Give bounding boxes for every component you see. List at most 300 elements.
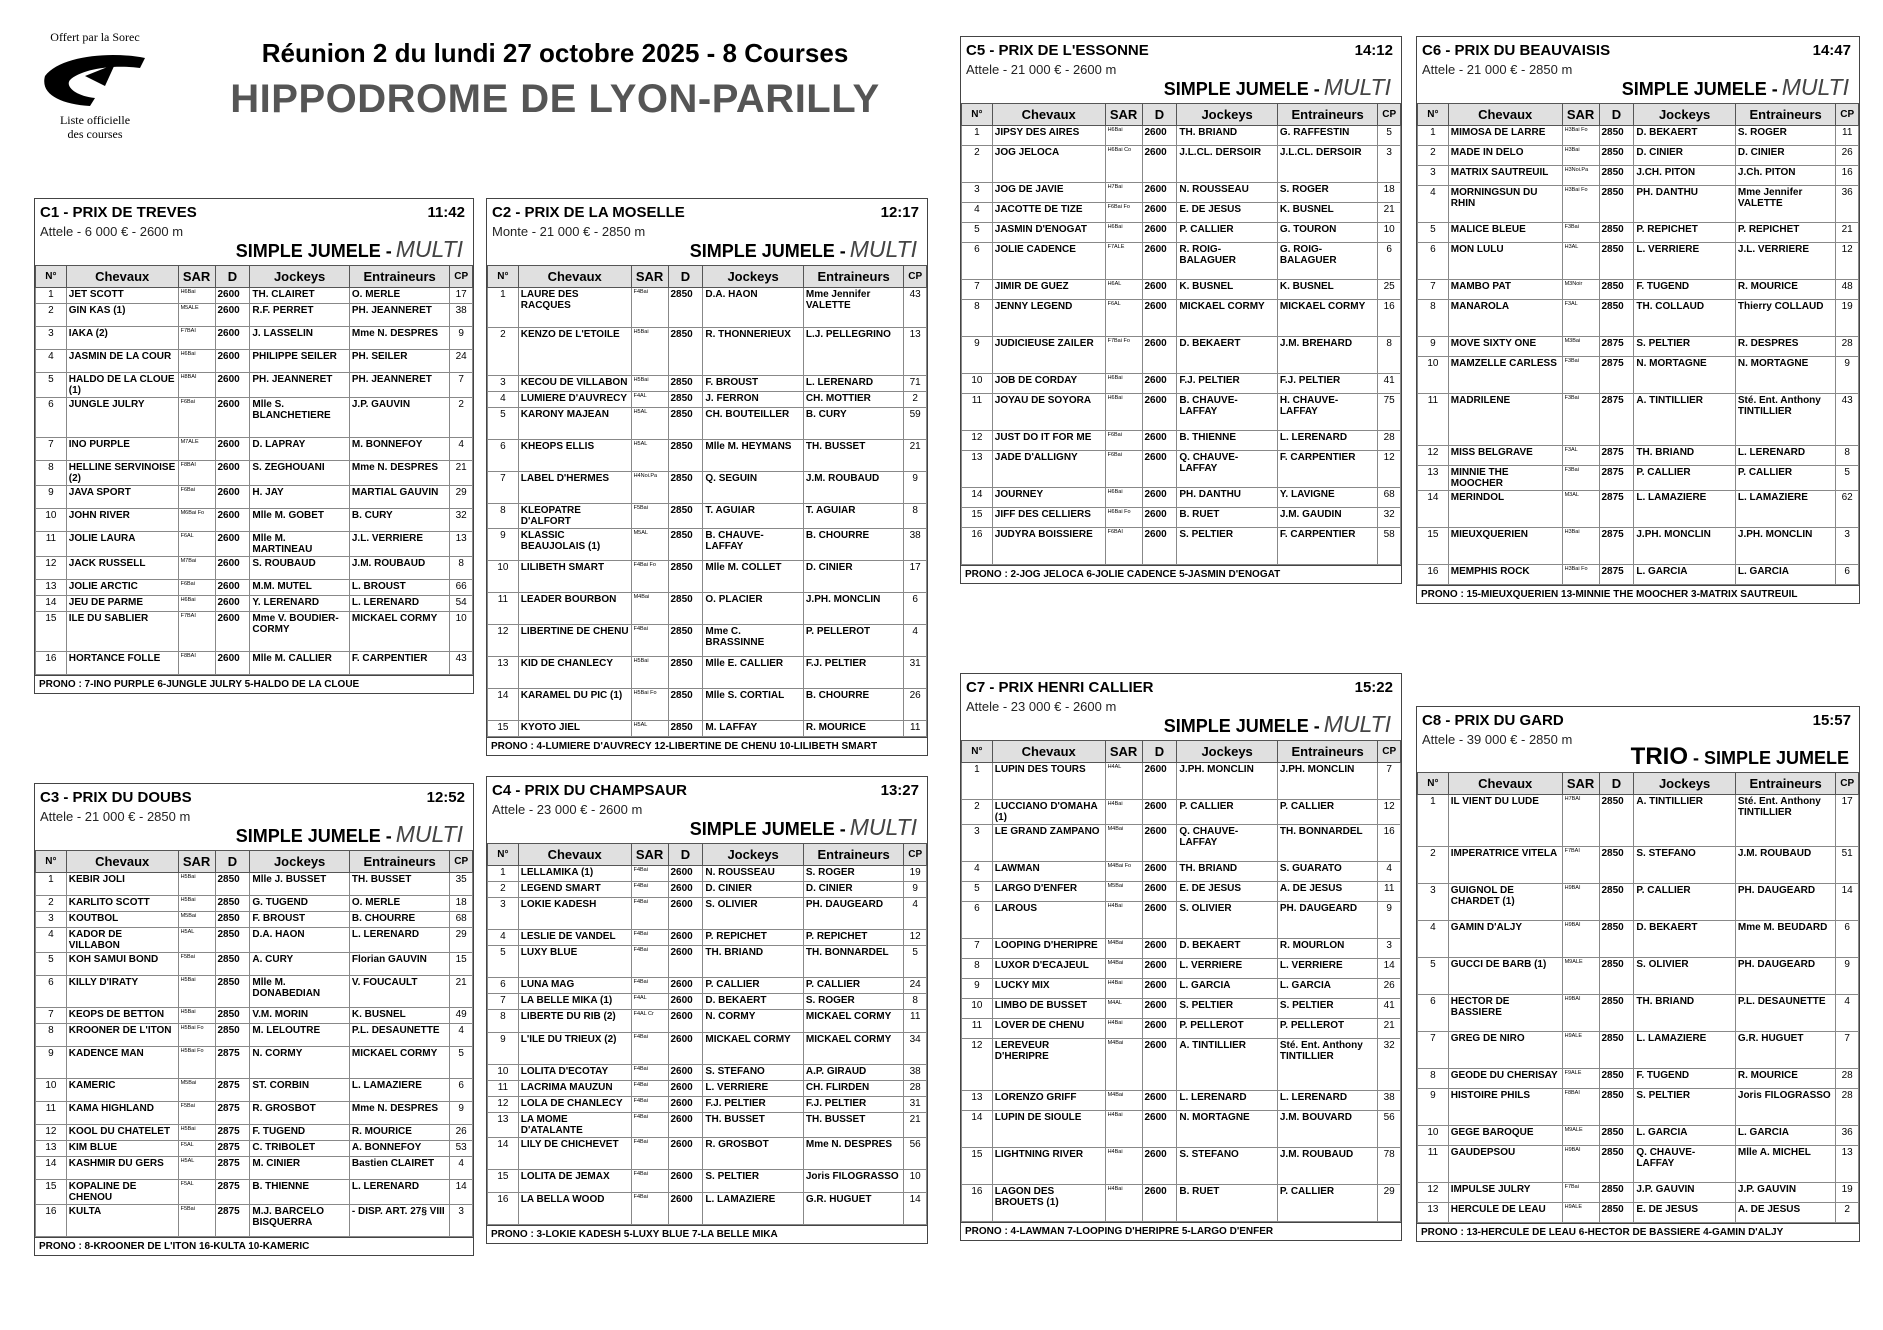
cell-sar: H9BAI <box>1562 995 1599 1032</box>
cell-trainer: - DISP. ART. 27§ VIII <box>349 1205 450 1237</box>
cell-horse: KOOL DU CHATELET <box>66 1125 178 1141</box>
table-row <box>488 376 927 392</box>
cell-horse: GEODE DU CHERISAY <box>1448 1069 1562 1089</box>
cell-dist: 2600 <box>1142 126 1177 146</box>
cell-trainer: J.Ch. PITON <box>1735 166 1836 186</box>
cell-cp: 4 <box>1378 862 1401 882</box>
cell-cp: 7 <box>1836 1032 1859 1069</box>
col-header-num: N° <box>36 266 67 288</box>
col-header-dist: D <box>1599 773 1634 795</box>
cell-jockey: P. REPICHET <box>1634 223 1736 243</box>
bet-simple-jumele: SIMPLE JUMELE - <box>235 826 392 846</box>
cell-horse: KULTA <box>66 1205 178 1237</box>
cell-jockey: D.A. HAON <box>250 928 350 953</box>
race-header <box>35 784 473 806</box>
cell-num: 3 <box>488 376 519 392</box>
cell-dist: 2600 <box>668 1033 703 1065</box>
table-row <box>1418 300 1859 337</box>
cell-trainer: B. CURY <box>803 408 904 440</box>
table-row <box>36 912 473 928</box>
runners-table <box>35 850 473 1237</box>
cell-sar: H5Bai <box>178 873 215 896</box>
cell-sar: F6AL <box>1105 300 1142 337</box>
table-header-row <box>1418 773 1859 795</box>
cell-jockey: S. OLIVIER <box>1634 958 1736 995</box>
cell-cp: 12 <box>1836 243 1859 280</box>
cell-sar: H6Bai <box>1105 374 1142 394</box>
cell-horse: IMPERATRICE VITELA <box>1448 847 1562 884</box>
cell-horse: MINNIE THE MOOCHER <box>1448 466 1562 491</box>
cell-jockey: L. LAMAZIERE <box>1634 1032 1736 1069</box>
cell-sar: F7Bai Fo <box>1105 337 1142 374</box>
cell-horse: KENZO DE L'ETOILE <box>518 328 631 376</box>
cell-horse: KHEOPS ELLIS <box>518 440 631 472</box>
table-row <box>962 902 1401 939</box>
cell-num: 7 <box>962 280 993 300</box>
table-row <box>962 979 1401 999</box>
cell-num: 5 <box>962 882 993 902</box>
cell-dist: 2875 <box>215 1079 250 1102</box>
cell-trainer: L. LERENARD <box>349 596 450 612</box>
cell-cp: 3 <box>1836 528 1859 565</box>
cell-cp: 14 <box>904 1193 927 1225</box>
cell-dist: 2600 <box>1142 1185 1177 1222</box>
cell-sar: F7Bai <box>1562 1183 1599 1203</box>
cell-num: 10 <box>962 999 993 1019</box>
cell-trainer: G.R. HUGUET <box>803 1193 904 1225</box>
cell-jockey: Mme V. BOUDIER-CORMY <box>250 612 350 652</box>
cell-horse: JASMIN DE LA COUR <box>66 350 178 373</box>
cell-trainer: CH. FLIRDEN <box>803 1081 904 1097</box>
page-header <box>195 38 915 122</box>
table-row <box>1418 528 1859 565</box>
cell-dist: 2600 <box>1142 763 1177 800</box>
cell-trainer: M. BONNEFOY <box>349 438 450 461</box>
cell-trainer: L. LERENARD <box>349 928 450 953</box>
cell-sar: H6Bai <box>178 596 215 612</box>
cell-trainer: R. MOURICE <box>803 721 904 737</box>
cell-cp: 21 <box>1378 1019 1401 1039</box>
table-row <box>1418 280 1859 300</box>
col-header-cp: CP <box>450 851 473 873</box>
cell-jockey: Mlle M. GOBET <box>250 509 350 532</box>
cell-cp: 43 <box>1836 394 1859 446</box>
table-row <box>488 408 927 440</box>
cell-cp: 17 <box>450 288 473 304</box>
cell-num: 13 <box>1418 1203 1449 1223</box>
bet-multi: MULTI <box>395 821 463 847</box>
cell-trainer: J.PH. MONCLIN <box>803 593 904 625</box>
cell-cp: 12 <box>904 930 927 946</box>
cell-sar: F6Bai Fo <box>1105 203 1142 223</box>
cell-trainer: L. VERRIERE <box>1277 959 1378 979</box>
table-row <box>962 528 1401 565</box>
col-header-trainer: Entraineurs <box>1277 104 1378 126</box>
cell-cp: 8 <box>904 994 927 1010</box>
cell-sar: H5Bai Fo <box>631 689 668 721</box>
runners-table <box>961 103 1401 565</box>
race-prono: PRONO : 13-HERCULE DE LEAU 6-HECTOR DE BASSIERE 4-GAMIN D'ALJY <box>1417 1223 1859 1241</box>
cell-jockey: Mlle M. MARTINEAU <box>250 532 350 557</box>
cell-trainer: L. LERENARD <box>1735 446 1836 466</box>
cell-trainer: MICKAEL CORMY <box>349 1047 450 1079</box>
cell-horse: LOKIE KADESH <box>518 898 631 930</box>
cell-num: 3 <box>36 912 67 928</box>
cell-sar: M5Bai <box>178 1079 215 1102</box>
cell-dist: 2600 <box>1142 979 1177 999</box>
table-row <box>962 203 1401 223</box>
cell-cp: 9 <box>1836 958 1859 995</box>
cell-num: 16 <box>36 652 67 675</box>
cell-horse: LORENZO GRIFF <box>992 1091 1105 1111</box>
cell-sar: H5Bai <box>631 376 668 392</box>
cell-cp: 4 <box>450 1024 473 1047</box>
cell-cp: 11 <box>904 721 927 737</box>
cell-sar: F3AL <box>1562 300 1599 337</box>
cell-num: 8 <box>962 300 993 337</box>
col-header-dist: D <box>215 266 250 288</box>
cell-cp: 21 <box>450 976 473 1008</box>
cell-horse: LILIBETH SMART <box>518 561 631 593</box>
cell-num: 13 <box>36 1141 67 1157</box>
cell-num: 15 <box>36 1180 67 1205</box>
cell-trainer: Mme N. DESPRES <box>349 461 450 486</box>
cell-cp: 75 <box>1378 394 1401 431</box>
cell-jockey: L. GARCIA <box>1634 565 1736 585</box>
col-header-trainer: Entraineurs <box>349 266 450 288</box>
cell-cp: 36 <box>1836 1126 1859 1146</box>
cell-horse: MON LULU <box>1448 243 1562 280</box>
table-row <box>488 529 927 561</box>
table-row <box>488 392 927 408</box>
cell-jockey: J.PH. MONCLIN <box>1177 763 1278 800</box>
cell-sar: H6Bai <box>1105 394 1142 431</box>
cell-cp: 21 <box>1378 203 1401 223</box>
cell-dist: 2875 <box>1599 394 1634 446</box>
cell-cp: 66 <box>450 580 473 596</box>
cell-jockey: TH. BRIAND <box>1177 126 1278 146</box>
bet-simple-jumele: SIMPLE JUMELE - <box>689 819 846 839</box>
col-header-jockey: Jockeys <box>1634 104 1736 126</box>
cell-jockey: L. LERENARD <box>1177 1091 1278 1111</box>
cell-cp: 62 <box>1836 491 1859 528</box>
cell-dist: 2850 <box>1599 1069 1634 1089</box>
table-row <box>36 486 473 509</box>
cell-num: 14 <box>36 596 67 612</box>
cell-horse: LELLAMIKA (1) <box>518 866 631 882</box>
cell-jockey: S. OLIVIER <box>703 898 804 930</box>
cell-cp: 5 <box>1378 126 1401 146</box>
cell-num: 4 <box>1418 186 1449 223</box>
cell-jockey: TH. BRIAND <box>1634 446 1736 466</box>
runners-table <box>487 843 927 1225</box>
cell-jockey: D. BEKAERT <box>703 994 804 1010</box>
racecourse-name: HIPPODROME DE LYON-PARILLY <box>230 77 880 121</box>
cell-trainer: Joris FILOGRASSO <box>803 1170 904 1193</box>
table-row <box>36 596 473 612</box>
cell-dist: 2600 <box>1142 1111 1177 1148</box>
cell-horse: MAMBO PAT <box>1448 280 1562 300</box>
cell-trainer: G. TOURON <box>1277 223 1378 243</box>
cell-trainer: J.L.CL. DERSOIR <box>1277 146 1378 183</box>
col-header-trainer: Entraineurs <box>803 266 904 288</box>
cell-cp: 28 <box>1836 1089 1859 1126</box>
cell-trainer: Sté. Ent. Anthony TINTILLIER <box>1277 1039 1378 1091</box>
cell-cp: 10 <box>904 1170 927 1193</box>
cell-trainer: L. LERENARD <box>803 376 904 392</box>
cell-dist: 2850 <box>1599 300 1634 337</box>
cell-horse: KEOPS DE BETTON <box>66 1008 178 1024</box>
cell-sar: F4Bai <box>631 898 668 930</box>
cell-sar: M4Bai <box>1105 959 1142 979</box>
cell-sar: F3Bai <box>1562 466 1599 491</box>
cell-sar: H7BAI <box>1562 795 1599 847</box>
cell-dist: 2600 <box>215 652 250 675</box>
cell-cp: 29 <box>450 928 473 953</box>
col-header-dist: D <box>1142 104 1177 126</box>
table-row <box>36 1205 473 1237</box>
cell-sar: H5AL <box>631 440 668 472</box>
cell-trainer: PH. DAUGEARD <box>1277 902 1378 939</box>
table-row <box>36 580 473 596</box>
col-header-jockey: Jockeys <box>703 266 804 288</box>
runners-table <box>1417 103 1859 585</box>
cell-jockey: M. CINIER <box>250 1157 350 1180</box>
cell-num: 5 <box>1418 223 1449 243</box>
table-row <box>488 561 927 593</box>
cell-trainer: L. LERENARD <box>1277 1091 1378 1111</box>
col-header-horse: Chevaux <box>518 844 631 866</box>
cell-trainer: D. CINIER <box>803 561 904 593</box>
table-row <box>488 657 927 689</box>
cell-sar: F4Bai <box>631 1113 668 1138</box>
race-conditions: Attele - 21 000 € - 2850 m <box>40 809 191 824</box>
cell-trainer: S. ROGER <box>803 866 904 882</box>
cell-jockey: TH. BUSSET <box>703 1113 804 1138</box>
cell-dist: 2850 <box>1599 1146 1634 1183</box>
cell-num: 3 <box>962 183 993 203</box>
table-row <box>1418 146 1859 166</box>
cell-num: 6 <box>1418 243 1449 280</box>
cell-cp: 38 <box>1378 1091 1401 1111</box>
cell-cp: 9 <box>1378 902 1401 939</box>
cell-sar: H4Bai <box>1105 1019 1142 1039</box>
cell-num: 16 <box>36 1205 67 1237</box>
cell-cp: 31 <box>904 657 927 689</box>
cell-num: 2 <box>488 328 519 376</box>
table-row <box>962 939 1401 959</box>
cell-horse: LILY DE CHICHEVET <box>518 1138 631 1170</box>
cell-jockey: J. LASSELIN <box>250 327 350 350</box>
table-header-row <box>962 104 1401 126</box>
cell-horse: KID DE CHANLECY <box>518 657 631 689</box>
cell-sar: H9BAI <box>1562 1146 1599 1183</box>
race-time: 14:47 <box>1812 42 1851 59</box>
cell-dist: 2600 <box>215 327 250 350</box>
cell-sar: F6Bai <box>178 580 215 596</box>
race-prono: PRONO : 2-JOG JELOCA 6-JOLIE CADENCE 5-JASMIN D'ENOGAT <box>961 565 1401 583</box>
cell-num: 3 <box>1418 166 1449 186</box>
cell-cp: 19 <box>1836 1183 1859 1203</box>
col-header-num: N° <box>488 266 519 288</box>
cell-dist: 2600 <box>1142 959 1177 979</box>
cell-jockey: MICKAEL CORMY <box>1177 300 1278 337</box>
col-header-num: N° <box>36 851 67 873</box>
cell-cp: 16 <box>1836 166 1859 186</box>
cell-trainer: B. CHOURRE <box>349 912 450 928</box>
table-row <box>488 866 927 882</box>
race-header <box>487 199 927 221</box>
cell-num: 1 <box>488 866 519 882</box>
cell-sar: M4Bai <box>1105 825 1142 862</box>
table-row <box>962 862 1401 882</box>
cell-horse: INO PURPLE <box>66 438 178 461</box>
cell-dist: 2600 <box>1142 1019 1177 1039</box>
bet-simple-jumele: SIMPLE JUMELE - <box>689 241 846 261</box>
runners-table <box>961 740 1401 1222</box>
cell-horse: KECOU DE VILLABON <box>518 376 631 392</box>
cell-cp: 10 <box>1378 223 1401 243</box>
cell-horse: L'ILE DU TRIEUX (2) <box>518 1033 631 1065</box>
table-row <box>488 625 927 657</box>
cell-jockey: J.P. GAUVIN <box>1634 1183 1736 1203</box>
cell-num: 6 <box>1418 995 1449 1032</box>
cell-jockey: J. FERRON <box>703 392 804 408</box>
cell-sar: F7BAI <box>178 612 215 652</box>
cell-dist: 2850 <box>668 721 703 737</box>
cell-horse: HALDO DE LA CLOUE (1) <box>66 373 178 398</box>
race-conditions: Attele - 21 000 € - 2600 m <box>966 62 1117 77</box>
cell-jockey: Mlle M. DONABEDIAN <box>250 976 350 1008</box>
cell-cp: 68 <box>450 912 473 928</box>
cell-cp: 38 <box>450 304 473 327</box>
table-row <box>36 1141 473 1157</box>
table-row <box>36 1079 473 1102</box>
table-row <box>1418 166 1859 186</box>
cell-dist: 2850 <box>215 912 250 928</box>
bet-simple-jumele: - SIMPLE JUMELE <box>1687 748 1849 768</box>
cell-jockey: L. VERRIERE <box>703 1081 804 1097</box>
cell-dist: 2600 <box>668 1081 703 1097</box>
cell-num: 3 <box>962 825 993 862</box>
table-row <box>1418 921 1859 958</box>
cell-num: 3 <box>1418 884 1449 921</box>
cell-horse: LA BELLA WOOD <box>518 1193 631 1225</box>
cell-jockey: Q. CHAUVE-LAFFAY <box>1177 451 1278 488</box>
cell-cp: 11 <box>1378 882 1401 902</box>
cell-jockey: N. ROUSSEAU <box>1177 183 1278 203</box>
race-time: 11:42 <box>427 204 465 221</box>
cell-horse: JEU DE PARME <box>66 596 178 612</box>
table-row <box>1418 995 1859 1032</box>
cell-num: 11 <box>36 1102 67 1125</box>
bet-multi: MULTI <box>849 236 917 262</box>
cell-horse: KOUTBOL <box>66 912 178 928</box>
col-header-num: N° <box>1418 104 1449 126</box>
table-row <box>962 1148 1401 1185</box>
col-header-trainer: Entraineurs <box>803 844 904 866</box>
cell-dist: 2600 <box>668 930 703 946</box>
cell-trainer: F. CARPENTIER <box>1277 528 1378 565</box>
cell-trainer: PH. DAUGEARD <box>1735 958 1836 995</box>
cell-dist: 2850 <box>215 1008 250 1024</box>
cell-jockey: F.J. PELTIER <box>1177 374 1278 394</box>
table-row <box>1418 847 1859 884</box>
cell-jockey: D.A. HAON <box>703 288 804 328</box>
cell-trainer: L. LAMAZIERE <box>349 1079 450 1102</box>
cell-trainer: G. ROIG-BALAGUER <box>1277 243 1378 280</box>
cell-jockey: H. JAY <box>250 486 350 509</box>
cell-cp: 26 <box>1378 979 1401 999</box>
cell-num: 11 <box>962 394 993 431</box>
table-row <box>962 126 1401 146</box>
cell-sar: F4Bai <box>631 1193 668 1225</box>
table-row <box>962 374 1401 394</box>
table-row <box>36 398 473 438</box>
table-row <box>962 1039 1401 1091</box>
cell-jockey: S. OLIVIER <box>1177 902 1278 939</box>
table-row <box>1418 1203 1859 1223</box>
cell-num: 12 <box>962 431 993 451</box>
cell-num: 3 <box>36 327 67 350</box>
cell-dist: 2600 <box>215 532 250 557</box>
cell-num: 7 <box>488 994 519 1010</box>
cell-num: 1 <box>488 288 519 328</box>
cell-dist: 2600 <box>1142 488 1177 508</box>
cell-jockey: ST. CORBIN <box>250 1079 350 1102</box>
race-title: C7 - PRIX HENRI CALLIER <box>966 679 1154 696</box>
cell-horse: KILLY D'IRATY <box>66 976 178 1008</box>
cell-horse: JOLIE LAURA <box>66 532 178 557</box>
cell-trainer: O. MERLE <box>349 896 450 912</box>
cell-jockey: F. BROUST <box>703 376 804 392</box>
cell-horse: LUPIN DES TOURS <box>992 763 1105 800</box>
cell-jockey: TH. CLAIRET <box>250 288 350 304</box>
cell-num: 4 <box>1418 921 1449 958</box>
cell-sar: F5Bai <box>178 1205 215 1237</box>
cell-trainer: TH. BONNARDEL <box>1277 825 1378 862</box>
cell-horse: LUMIERE D'AUVRECY <box>518 392 631 408</box>
cell-trainer: L. LAMAZIERE <box>1735 491 1836 528</box>
cell-trainer: PH. JEANNERET <box>349 373 450 398</box>
cell-trainer: S. ROGER <box>1735 126 1836 146</box>
table-row <box>1418 223 1859 243</box>
runners-table <box>487 265 927 737</box>
cell-cp: 8 <box>1378 337 1401 374</box>
cell-dist: 2850 <box>668 504 703 529</box>
cell-num: 11 <box>962 1019 993 1039</box>
race-title: C4 - PRIX DU CHAMPSAUR <box>492 782 688 799</box>
cell-horse: MADRILENE <box>1448 394 1562 446</box>
cell-sar: F4Bai <box>631 288 668 328</box>
cell-trainer: Mme Jennifer VALETTE <box>1735 186 1836 223</box>
cell-jockey: E. DE JESUS <box>1177 882 1278 902</box>
cell-horse: MANAROLA <box>1448 300 1562 337</box>
cell-jockey: Mlle M. HEYMANS <box>703 440 804 472</box>
cell-num: 14 <box>36 1157 67 1180</box>
cell-jockey: Mlle S. CORTIAL <box>703 689 804 721</box>
cell-num: 4 <box>36 928 67 953</box>
cell-num: 2 <box>1418 847 1449 884</box>
cell-num: 2 <box>962 800 993 825</box>
race-card-3 <box>34 783 474 1256</box>
cell-dist: 2850 <box>1599 223 1634 243</box>
cell-num: 11 <box>36 532 67 557</box>
cell-trainer: J.M. ROUBAUD <box>803 472 904 504</box>
cell-horse: KOH SAMUI BOND <box>66 953 178 976</box>
cell-sar: F6BAI <box>1105 528 1142 565</box>
race-header <box>961 37 1401 59</box>
